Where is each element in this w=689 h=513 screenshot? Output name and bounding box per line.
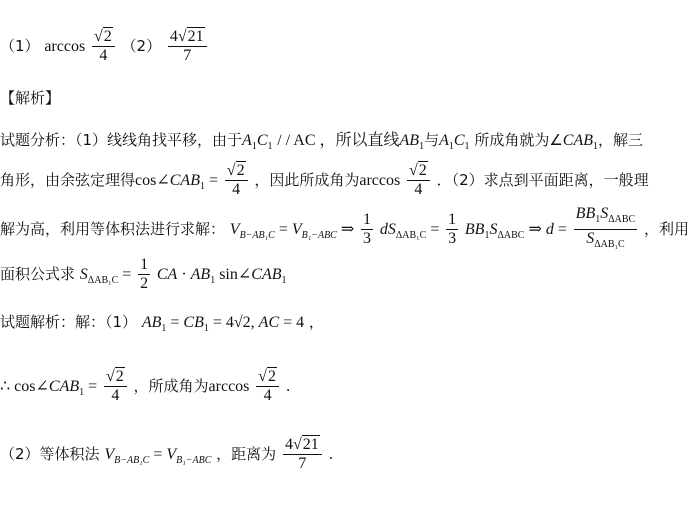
solution-line-1: 试题解析：解：（1） $AB_1 = CB_1 = 4√2$, AC = 4 ，: [0, 313, 324, 334]
analysis-heading: 【解析】: [0, 89, 61, 107]
solution-line-3: （2）等体积法 $V_{B-AB_1C} = V_{B_1-ABC}$ ，距离为 $\frac{4√21}{7}$ .: [0, 436, 334, 472]
analysis-line-3: 解为高，利用等体积法进行求解： $V_{B-AB_1C} = V_{B_1-ABC}$ ⇒ $\frac{1}{3}$ $dS_{\Delta AB_1C}$ = $\frac{1}{3}$ $BB_1S_{\Delta ABC}$ ⇒ d = $\frac{BB_1S_{\Delta ABC}}{S_{\Delta AB_1C}}$ ，利用: [0, 205, 689, 250]
answer-fraction-1: $\frac{√2}{4}$: [92, 28, 115, 65]
answer-line: [0, 28, 209, 65]
analysis-line-2: 角形，由余弦定理得$\cos\angle CAB_1$ = $\frac{√2}{4}$ ，因此所成角为arccos $\frac{√2}{4}$ ．（2）求点到平面距离，一般理: [0, 162, 649, 198]
solution-line-2: ∴ $\cos\angle CAB_1$ = $\frac{√2}{4}$ ，所成角为arccos $\frac{√2}{4}$ .: [0, 368, 291, 404]
analysis-line-1: 试题分析：（1）线线角找平移，由于$A_1C_1$ / / AC ，所以直线$AB_1$与$A_1C_1$ 所成角就为$\angle CAB_1$，解三: [0, 131, 644, 152]
answer-part1-label: （1）: [0, 37, 40, 55]
analysis-line-4: 面积公式求 $S_{\Delta AB_1C}$ = $\frac{1}{2}$ CA · $AB_1$ $\sin\angle CAB_1$: [0, 256, 287, 292]
answer-arccos: arccos: [44, 38, 86, 55]
answer-part2-label: （2）: [121, 37, 162, 55]
answer-fraction-2: $\frac{4√21}{7}$: [168, 28, 207, 65]
